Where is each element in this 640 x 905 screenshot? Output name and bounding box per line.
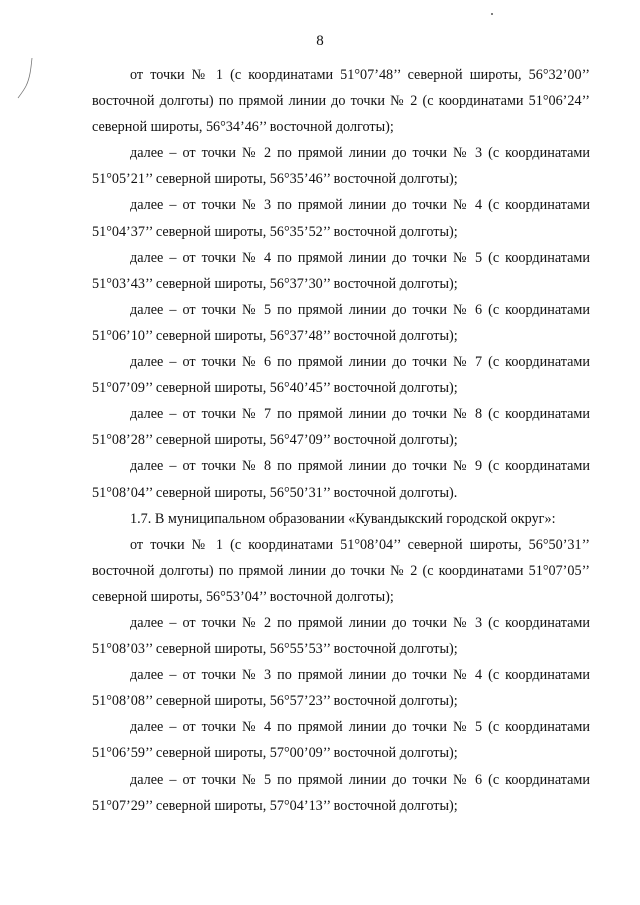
paragraph-kuvandyk-point-2-to-3: далее – от точки № 2 по прямой линии до точки № 3 (с координатами 51°08’03’’ северной широты, 56°55’53’’ восточной долготы); [92,614,590,658]
page-number: 8 [316,33,324,49]
scan-speck [491,13,493,15]
paragraph-point-6-to-7: далее – от точки № 6 по прямой линии до точки № 7 (с координатами 51°07’09’’ северной широты, 56°40’45’’ восточной долготы); [92,354,590,397]
paragraph-kuvandyk-point-3-to-4: далее – от точки № 3 по прямой линии до точки № 4 (с координатами 51°08’08’’ северной широты, 56°57’23’’ восточной долготы); [92,667,590,710]
paragraph-kuvandyk-point-4-to-5: далее – от точки № 4 по прямой линии до точки № 5 (с координатами 51°06’59’’ северной широты, 57°00’09’’ восточной долготы); [92,719,590,762]
section-heading-1-7: 1.7. В муниципальном образовании «Кувандыкский городской округ»: [130,510,556,527]
paragraph-point-8-to-9: далее – от точки № 8 по прямой линии до точки № 9 (с координатами 51°08’04’’ северной широты, 56°50’31’’ восточной долготы). [92,458,590,501]
paragraph-point-5-to-6: далее – от точки № 5 по прямой линии до точки № 6 (с координатами 51°06’10’’ северной широты, 56°37’48’’ восточной долготы); [92,301,590,344]
paragraph-point-1-to-2: от точки № 1 (с координатами 51°07’48’’ северной широты, 56°32’00’’ восточной долготы) по прямой линии до точки № 2 (с координатами 51°06’24’’ северной широты, 56°34’46’’ восточной долготы); [92,67,590,136]
paragraph-point-2-to-3: далее – от точки № 2 по прямой линии до точки № 3 (с координатами 51°05’21’’ северной широты, 56°35’46’’ восточной долготы); [92,145,590,188]
paragraph-point-3-to-4: далее – от точки № 3 по прямой линии до точки № 4 (с координатами 51°04’37’’ северной широты, 56°35’52’’ восточной долготы); [92,197,590,240]
paragraph-point-7-to-8: далее – от точки № 7 по прямой линии до точки № 8 (с координатами 51°08’28’’ северной широты, 56°47’09’’ восточной долготы); [92,406,590,449]
document-body [92,62,590,819]
paragraph-point-4-to-5: далее – от точки № 4 по прямой линии до точки № 5 (с координатами 51°03’43’’ северной широты, 56°37’30’’ восточной долготы); [92,249,590,292]
margin-pen-mark [16,56,34,100]
paragraph-kuvandyk-point-1-to-2: от точки № 1 (с координатами 51°08’04’’ северной широты, 56°50’31’’ восточной долготы) по прямой линии до точки № 2 (с координатами 51°07’05’’ северной широты, 56°53’04’’ восточной долготы); [92,536,590,605]
paragraph-kuvandyk-point-5-to-6: далее – от точки № 5 по прямой линии до точки № 6 (с координатами 51°07’29’’ северной широты, 57°04’13’’ восточной долготы); [92,771,590,814]
